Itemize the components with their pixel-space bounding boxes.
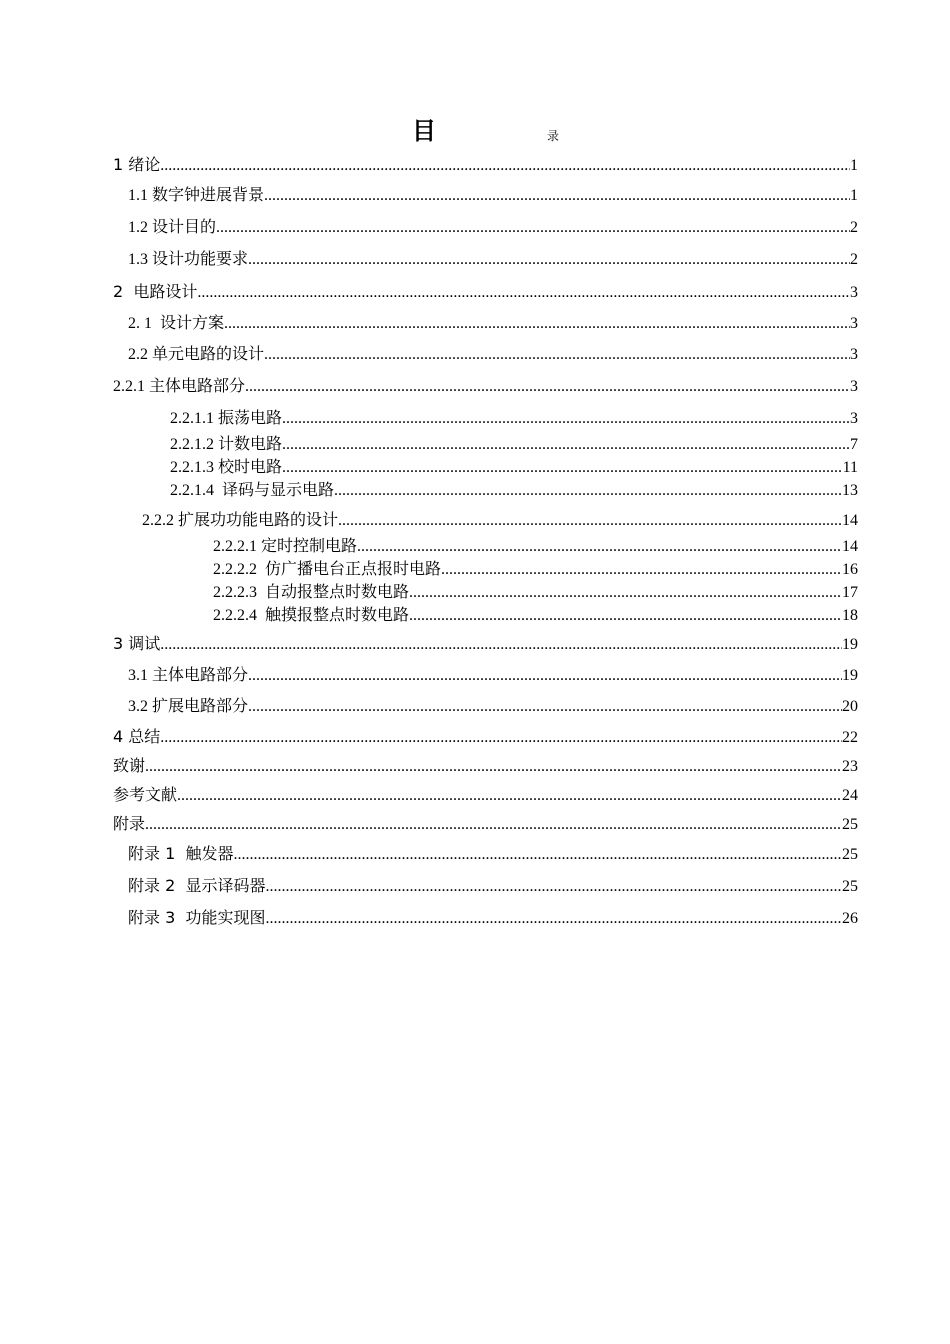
toc-entry[interactable] [113, 376, 858, 398]
toc-entry[interactable] [213, 559, 858, 581]
toc-dot-leader [160, 727, 842, 749]
toc-dot-leader [282, 457, 843, 479]
toc-dot-leader [216, 217, 850, 239]
toc-entry-label: 致谢 [113, 756, 146, 775]
toc-entry[interactable] [113, 633, 858, 655]
toc-entry-page: 20 [842, 698, 858, 715]
toc-dot-leader [160, 634, 842, 656]
toc-entry[interactable] [128, 875, 858, 897]
toc-dot-leader [248, 249, 850, 271]
toc-entry-label: 2.2.1.3 校时电路 [170, 459, 283, 476]
toc-dot-leader [282, 434, 850, 456]
toc-entry[interactable] [113, 154, 858, 176]
toc-entry-page: 3 [850, 315, 858, 332]
toc-entry-page: 3 [850, 346, 858, 363]
toc-entry-label: 2.2.1 主体电路部分 [113, 378, 246, 395]
toc-entry[interactable] [128, 843, 858, 865]
toc-entry-label: 3.2 扩展电路部分 [128, 698, 249, 715]
toc-dot-leader [160, 155, 850, 177]
toc-entry[interactable] [213, 536, 858, 558]
toc-dot-leader [357, 536, 842, 558]
toc-entry[interactable] [128, 185, 858, 207]
toc-entry[interactable] [213, 582, 858, 604]
toc-entry[interactable] [128, 249, 858, 271]
toc-entry-page: 11 [842, 459, 858, 476]
toc-entry-page: 7 [850, 436, 858, 453]
toc-dot-leader [248, 696, 842, 718]
toc-entry-label: 4 总结 [113, 727, 161, 746]
toc-entry[interactable] [170, 434, 858, 456]
toc-title-main: 目 [412, 117, 436, 145]
toc-entry[interactable] [113, 813, 858, 835]
toc-entry-label: 附录 2 显示译码器 [128, 876, 266, 895]
toc-entry-label: 附录 3 功能实现图 [128, 908, 266, 927]
toc-entry[interactable] [128, 344, 858, 366]
toc-entry-page: 2 [850, 219, 858, 236]
toc-entry-page: 19 [842, 636, 858, 653]
toc-entry-page: 25 [842, 816, 858, 833]
toc-entry-label: 2.2 单元电路的设计 [128, 346, 265, 363]
toc-entry-page: 23 [842, 758, 858, 775]
toc-entry-page: 3 [850, 284, 858, 301]
toc-entry-page: 3 [850, 378, 858, 395]
toc-entry[interactable] [142, 510, 858, 532]
toc-entry-label: 3 调试 [113, 634, 161, 653]
toc-entry-label: 1.2 设计目的 [128, 219, 217, 236]
toc-entry-label: 1 绪论 [113, 155, 161, 174]
toc-entry-page: 1 [850, 187, 858, 204]
toc-entry[interactable] [113, 726, 858, 748]
toc-entry-label: 1.3 设计功能要求 [128, 251, 249, 268]
toc-dot-leader [334, 480, 842, 502]
toc-entry-label: 参考文献 [113, 785, 178, 804]
toc-entry-page: 26 [842, 910, 858, 927]
toc-dot-leader [177, 785, 842, 807]
toc-entry[interactable] [213, 605, 858, 627]
toc-dot-leader [248, 665, 842, 687]
toc-entry-page: 2 [850, 251, 858, 268]
toc-entry-label: 1.1 数字钟进展背景 [128, 187, 265, 204]
toc-entry[interactable] [128, 217, 858, 239]
toc-title-sub: 录 [547, 129, 560, 143]
toc-entry[interactable] [128, 907, 858, 929]
toc-dot-leader [264, 344, 850, 366]
toc-entry-page: 24 [842, 787, 858, 804]
toc-dot-leader [245, 376, 850, 398]
toc-entry-label: 附录 [113, 814, 146, 833]
toc-dot-leader [338, 510, 842, 532]
toc-entry[interactable] [128, 696, 858, 718]
toc-entry-page: 13 [842, 482, 858, 499]
toc-entry-label: 2.2.1.4 译码与显示电路 [170, 482, 335, 499]
toc-entry-page: 1 [850, 157, 858, 174]
toc-dot-leader [145, 756, 842, 778]
toc-entry-label: 2.2.2.2 仿广播电台正点报时电路 [213, 561, 442, 578]
toc-dot-leader [197, 282, 850, 304]
toc-entry-page: 22 [842, 729, 858, 746]
toc-entry-page: 25 [842, 878, 858, 895]
toc-entry-page: 25 [842, 846, 858, 863]
toc-dot-leader [441, 559, 842, 581]
toc-entry[interactable] [170, 480, 858, 502]
toc-entry-label: 2 电路设计 [113, 282, 198, 301]
toc-entry-page: 19 [842, 667, 858, 684]
toc-entry[interactable] [113, 281, 858, 303]
toc-entry-page: 14 [842, 512, 858, 529]
toc-entry-page: 16 [842, 561, 858, 578]
toc-entry-page: 18 [842, 607, 858, 624]
toc-entry-page: 17 [842, 584, 858, 601]
toc-entry-label: 2.2.2.1 定时控制电路 [213, 538, 358, 555]
toc-entry[interactable] [170, 408, 858, 430]
toc-dot-leader [233, 844, 842, 866]
toc-dot-leader [145, 814, 842, 836]
toc-entry-label: 2.2.1.2 计数电路 [170, 436, 283, 453]
toc-dot-leader [409, 605, 842, 627]
toc-entry-label: 附录 1 触发器 [128, 844, 234, 863]
toc-entry-label: 3.1 主体电路部分 [128, 667, 249, 684]
toc-dot-leader [265, 908, 842, 930]
toc-entry-page: 3 [850, 410, 858, 427]
toc-entry[interactable] [170, 457, 858, 479]
toc-entry-label: 2. 1 设计方案 [128, 315, 225, 332]
toc-entry-label: 2.2.2.3 自动报整点时数电路 [213, 584, 410, 601]
toc-dot-leader [409, 582, 842, 604]
toc-entry[interactable] [128, 313, 858, 335]
toc-entry-label: 2.2.1.1 振荡电路 [170, 410, 283, 427]
toc-entry-label: 2.2.2.4 触摸报整点时数电路 [213, 607, 410, 624]
toc-dot-leader [282, 408, 850, 430]
toc-entry-label: 2.2.2 扩展功功能电路的设计 [142, 512, 339, 529]
toc-entry[interactable] [113, 755, 858, 777]
toc-dot-leader [224, 313, 850, 335]
toc-dot-leader [265, 876, 842, 898]
toc-dot-leader [264, 185, 850, 207]
toc-entry[interactable] [128, 665, 858, 687]
toc-entry-page: 14 [842, 538, 858, 555]
toc-entry[interactable] [113, 784, 858, 806]
